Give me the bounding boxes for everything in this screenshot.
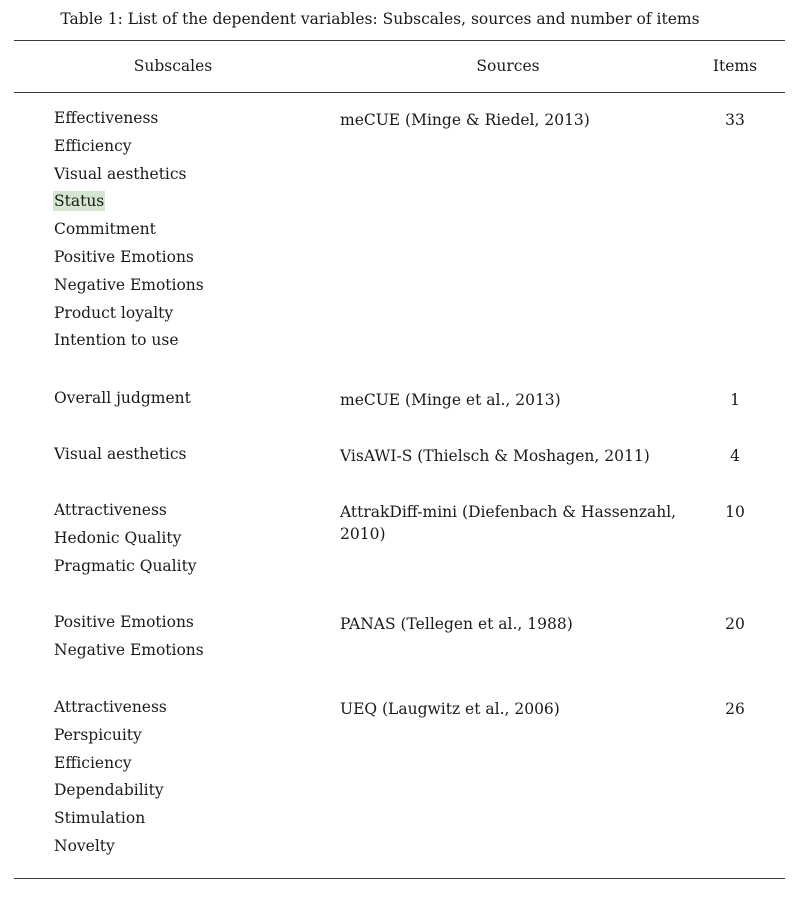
subscale-label: Positive Emotions: [54, 613, 194, 631]
source-cell: AttrakDiff-mini (Diefenbach & Hassenzahl, 2010): [340, 503, 677, 543]
subscale-label: Visual aesthetics: [54, 445, 187, 463]
subscale-item: [54, 609, 334, 637]
table-bottom-rule: [14, 878, 785, 879]
source-cell: VisAWI-S (Thielsch & Moshagen, 2011): [340, 447, 650, 465]
subscale-label: Negative Emotions: [54, 640, 204, 659]
subscale-item: [54, 497, 334, 525]
subscale-label: Attractiveness: [54, 698, 167, 716]
items-count-cell: 33: [725, 111, 745, 129]
subscale-list: [54, 609, 334, 665]
subscale-item: [54, 133, 334, 161]
subscale-item: [54, 105, 334, 133]
subscale-item: [54, 553, 334, 581]
subscale-list: [54, 694, 334, 861]
subscale-label: Dependability: [54, 781, 164, 800]
subscale-label: Overall judgment: [54, 389, 191, 407]
subscale-label: Pragmatic Quality: [54, 556, 197, 575]
subscale-label: Hedonic Quality: [54, 528, 182, 547]
subscale-item: [54, 216, 334, 244]
subscale-list: [54, 497, 334, 580]
subscale-label: Commitment: [54, 220, 156, 239]
items-count-cell: 4: [730, 447, 740, 465]
subscale-item: [54, 777, 334, 805]
subscale-item: [54, 525, 334, 553]
subscale-label: Product loyalty: [54, 303, 174, 322]
subscale-list: [54, 385, 334, 413]
subscale-label: Perspicuity: [54, 725, 142, 744]
header-items: Items: [712, 57, 758, 75]
subscale-list: [54, 105, 334, 355]
table-header-rule: [14, 92, 785, 93]
subscale-item: [54, 833, 334, 861]
subscale-item: [54, 272, 334, 300]
subscale-item: [54, 188, 334, 216]
subscale-item: [54, 637, 334, 665]
items-count-cell: 20: [725, 615, 745, 633]
subscale-label: Efficiency: [54, 753, 132, 772]
source-cell: PANAS (Tellegen et al., 1988): [340, 615, 573, 633]
source-cell: meCUE (Minge & Riedel, 2013): [340, 111, 590, 129]
subscale-label: Visual aesthetics: [54, 164, 187, 183]
table-caption: Table 1: List of the dependent variables: Subscales, sources and number of items: [60, 10, 700, 28]
subscale-label: Status: [54, 192, 105, 211]
subscale-label: Intention to use: [54, 331, 179, 350]
subscale-item: [54, 244, 334, 272]
items-count-cell: 26: [725, 700, 745, 718]
items-count-cell: 1: [730, 391, 740, 409]
subscale-label: Negative Emotions: [54, 275, 204, 294]
subscale-item: [54, 300, 334, 328]
header-sources: Sources: [476, 57, 540, 75]
subscale-label: Stimulation: [54, 809, 146, 828]
subscale-item: [54, 694, 334, 722]
subscale-label: Attractiveness: [54, 501, 167, 519]
subscale-item: [54, 385, 334, 413]
subscale-item: [54, 722, 334, 750]
subscale-list: [54, 441, 334, 469]
subscale-label: Novelty: [54, 836, 115, 855]
table-top-rule: [14, 40, 785, 41]
subscale-item: [54, 327, 334, 355]
subscale-item: [54, 805, 334, 833]
header-subscales: Subscales: [133, 57, 213, 75]
items-count-cell: 10: [725, 503, 745, 521]
subscale-item: [54, 441, 334, 469]
subscale-label: Positive Emotions: [54, 247, 194, 266]
subscale-label: Efficiency: [54, 136, 132, 155]
subscale-item: [54, 750, 334, 778]
subscale-label: Effectiveness: [54, 109, 159, 127]
subscale-item: [54, 161, 334, 189]
source-cell: UEQ (Laugwitz et al., 2006): [340, 700, 560, 718]
source-cell: meCUE (Minge et al., 2013): [340, 391, 561, 409]
